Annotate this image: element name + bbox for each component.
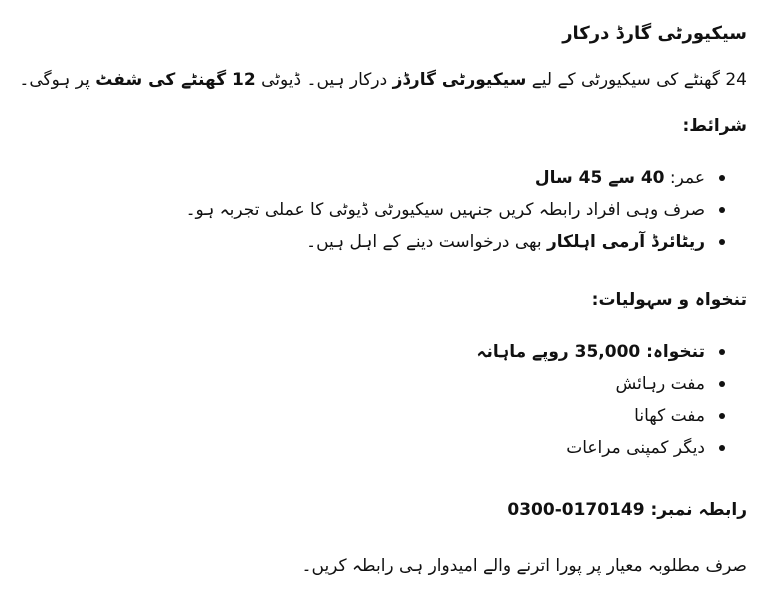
age-label: عمر: xyxy=(664,168,705,188)
list-item-age xyxy=(14,162,725,194)
salary-rest: روپے ماہانہ xyxy=(476,342,575,362)
intro-text-1: 24 گھنٹے کی سیکیورٹی کے لیے xyxy=(526,70,747,90)
salary-value: 35,000 xyxy=(574,342,641,362)
retired-highlight: ریٹائرڈ آرمی اہلکار xyxy=(547,232,705,252)
intro-text-2: درکار ہیں۔ ڈیوٹی xyxy=(255,70,393,90)
benefits-heading: تنخواہ و سہولیات: xyxy=(591,290,747,310)
contact-number[interactable]: 0300-0170149 xyxy=(507,500,645,520)
post-title: سیکیورٹی گارڈ درکار xyxy=(562,23,747,44)
closing-note: صرف مطلوبہ معیار پر پورا اترنے والے امیدوار ہی رابطہ کریں۔ xyxy=(301,556,747,576)
conditions-heading: شرائط: xyxy=(682,116,747,136)
age-value: 40 سے 45 سال xyxy=(534,168,665,188)
intro-highlight-shift: 12 گھنٹے کی شفٹ xyxy=(95,70,256,90)
list-item-salary xyxy=(14,336,725,368)
list-item-food: مفت کھانا xyxy=(14,400,725,432)
intro-paragraph xyxy=(14,54,747,106)
salary-label: تنخواہ: xyxy=(640,342,705,362)
list-item-housing: مفت رہائش xyxy=(14,368,725,400)
benefits-list xyxy=(14,336,725,464)
list-item-retired xyxy=(14,226,725,258)
intro-highlight-guards: سیکیورٹی گارڈز xyxy=(392,70,527,90)
retired-text: بھی درخواست دینے کے اہل ہیں۔ xyxy=(306,232,548,252)
contact-label: رابطہ نمبر: xyxy=(644,500,747,520)
experience-text: صرف وہی افراد رابطہ کریں جنہیں سیکیورٹی ڈیوٹی کا عملی تجربہ ہو۔ xyxy=(185,200,705,220)
conditions-list xyxy=(14,162,725,258)
list-item-other: دیگر کمپنی مراعات xyxy=(14,432,725,464)
intro-text-3: پر ہوگی۔ xyxy=(19,70,96,90)
contact-line xyxy=(14,490,747,530)
list-item-experience xyxy=(14,194,725,226)
